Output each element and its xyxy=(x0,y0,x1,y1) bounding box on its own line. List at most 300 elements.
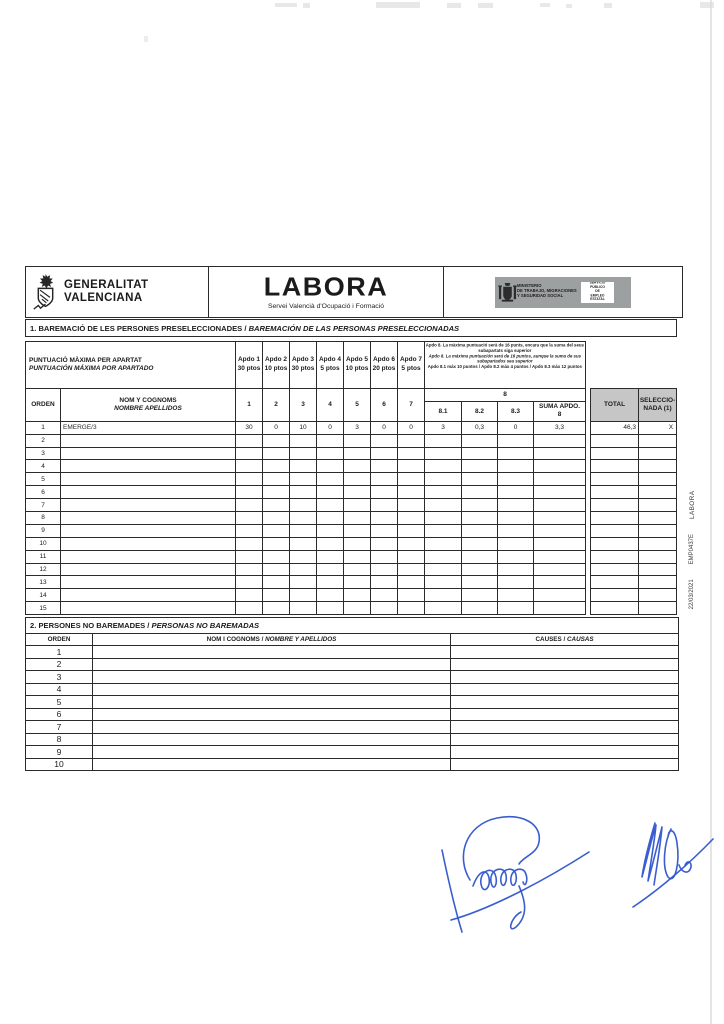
suma-apdo8-header: SUMA APDO. 8 xyxy=(534,401,586,421)
apdo6-cell xyxy=(371,511,398,524)
apdo5-cell xyxy=(344,511,371,524)
seleccionada-cell xyxy=(639,486,677,499)
orden-cell: 7 xyxy=(26,721,93,734)
handwritten-signature-right xyxy=(625,815,721,913)
apdo-header-cell: Apdo 4 5 ptos xyxy=(317,342,344,389)
baremacion-table xyxy=(25,341,677,615)
apdo4-cell xyxy=(317,537,344,550)
total-cell xyxy=(591,576,639,589)
baremacion-row xyxy=(26,589,677,602)
orden-cell: 8 xyxy=(26,511,61,524)
name-cell xyxy=(61,537,236,550)
total-cell: 46,3 xyxy=(591,421,639,434)
suma-apdo8-cell xyxy=(534,434,586,447)
apdo8-1-cell: 3 xyxy=(425,421,462,434)
apdo8-2-cell xyxy=(462,473,498,486)
apdo-number-header: 4 xyxy=(317,388,344,421)
suma-apdo8-cell xyxy=(534,589,586,602)
apdo4-cell: 0 xyxy=(317,421,344,434)
total-cell xyxy=(591,447,639,460)
suma-apdo8-cell xyxy=(534,460,586,473)
apdo5-cell xyxy=(344,576,371,589)
apdo8-3-cell: 0 xyxy=(498,421,534,434)
apdo1-cell xyxy=(236,602,263,615)
apdo8-1-cell xyxy=(425,486,462,499)
section1-title xyxy=(25,319,677,337)
apdo1-cell xyxy=(236,473,263,486)
no-baremada-row xyxy=(26,758,679,771)
orden-cell: 3 xyxy=(26,447,61,460)
apdo7-cell xyxy=(398,447,425,460)
seleccionada-cell xyxy=(639,434,677,447)
apdo7-cell xyxy=(398,460,425,473)
seleccionada-cell xyxy=(639,447,677,460)
name-cell xyxy=(61,576,236,589)
apdo8-2-cell xyxy=(462,589,498,602)
name-cell xyxy=(93,683,451,696)
apdo8-3-cell xyxy=(498,447,534,460)
apdo8-1-cell xyxy=(425,434,462,447)
apdo8-3-cell xyxy=(498,589,534,602)
suma-apdo8-cell xyxy=(534,511,586,524)
apdo1-cell xyxy=(236,550,263,563)
apdo6-cell xyxy=(371,589,398,602)
apdo8-2-cell xyxy=(462,486,498,499)
apdo5-cell xyxy=(344,537,371,550)
scan-artifact xyxy=(275,3,297,7)
total-cell xyxy=(591,602,639,615)
name-cell xyxy=(61,473,236,486)
max-points-label: PUNTUACIÓ MÀXIMA PER APARTAT PUNTUACIÓN MÁXIMA POR APARTADO xyxy=(26,342,236,389)
apdo3-cell xyxy=(290,499,317,512)
baremacion-row xyxy=(26,447,677,460)
seleccionada-cell xyxy=(639,524,677,537)
apdo8-sub-header: 8.3 xyxy=(498,401,534,421)
apdo8-1-cell xyxy=(425,589,462,602)
orden-cell: 7 xyxy=(26,499,61,512)
apdo2-cell xyxy=(263,473,290,486)
apdo8-1-cell xyxy=(425,524,462,537)
seleccionada-cell xyxy=(639,589,677,602)
orden-cell: 10 xyxy=(26,537,61,550)
total-cell xyxy=(591,524,639,537)
apdo6-cell xyxy=(371,447,398,460)
apdo7-cell xyxy=(398,473,425,486)
apdo8-2-cell xyxy=(462,434,498,447)
apdo1-cell xyxy=(236,434,263,447)
total-cell xyxy=(591,499,639,512)
apdo7-cell: 0 xyxy=(398,421,425,434)
apdo4-cell xyxy=(317,499,344,512)
name-cell xyxy=(61,447,236,460)
apdo4-cell xyxy=(317,602,344,615)
apdo2-cell xyxy=(263,434,290,447)
apdo6-cell xyxy=(371,434,398,447)
apdo8-2-cell xyxy=(462,499,498,512)
apdo1-cell xyxy=(236,537,263,550)
apdo5-cell xyxy=(344,602,371,615)
scan-artifact xyxy=(303,3,310,8)
side-brand: LABORA xyxy=(688,490,696,519)
seleccionada-cell xyxy=(639,499,677,512)
sepe-box: SERVICIO PÚBLICO DE EMPLEO ESTATAL xyxy=(581,282,614,303)
apdo2-cell xyxy=(263,486,290,499)
causes-cell xyxy=(451,696,679,709)
total-cell xyxy=(591,589,639,602)
apdo-number-header: 2 xyxy=(263,388,290,421)
apdo4-cell xyxy=(317,486,344,499)
apdo1-cell xyxy=(236,499,263,512)
apdo-number-header: 6 xyxy=(371,388,398,421)
name-cell xyxy=(93,671,451,684)
apdo-header-cell: Apdo 3 30 ptos xyxy=(290,342,317,389)
name-cell: EMERGE/3 xyxy=(61,421,236,434)
apdo8-2-cell xyxy=(462,537,498,550)
suma-apdo8-cell xyxy=(534,537,586,550)
suma-apdo8-cell xyxy=(534,486,586,499)
scan-artifact xyxy=(604,3,612,8)
orden-cell: 10 xyxy=(26,758,93,771)
apdo8-1-cell xyxy=(425,576,462,589)
apdo8-2-cell xyxy=(462,602,498,615)
orden-cell: 3 xyxy=(26,671,93,684)
labora-block xyxy=(209,267,444,317)
orden-cell: 4 xyxy=(26,683,93,696)
name-cell xyxy=(93,733,451,746)
apdo8-3-cell xyxy=(498,511,534,524)
name-cell xyxy=(93,658,451,671)
labora-logo: LABORA xyxy=(263,272,389,302)
no-baremada-row xyxy=(26,746,679,759)
causes-cell xyxy=(451,683,679,696)
causes-cell xyxy=(451,758,679,771)
apdo5-cell xyxy=(344,524,371,537)
section2-title: 2. PERSONES NO BAREMADES / PERSONAS NO BAREMADAS xyxy=(26,618,679,634)
apdo8-sub-header: 8.1 xyxy=(425,401,462,421)
orden-cell: 15 xyxy=(26,602,61,615)
scan-artifact xyxy=(144,36,148,42)
apdo5-cell xyxy=(344,499,371,512)
no-baremada-row xyxy=(26,721,679,734)
orden-cell: 14 xyxy=(26,589,61,602)
total-cell xyxy=(591,537,639,550)
total-cell xyxy=(591,486,639,499)
seleccionada-column-header: SELECCIO- NADA (1) xyxy=(639,388,677,421)
apdo-header-cell: Apdo 6 20 ptos xyxy=(371,342,398,389)
apdo3-cell xyxy=(290,550,317,563)
causes-cell xyxy=(451,646,679,659)
apdo8-1-cell xyxy=(425,563,462,576)
apdo4-cell xyxy=(317,447,344,460)
total-cell xyxy=(591,550,639,563)
baremacion-row xyxy=(26,602,677,615)
apdo8-note: Apdo 8. La màxima puntuació serà de 16 punts, encara que la suma del seus subapartats siga superior Apdo 8. La máxima puntuación será de 16 puntos, aunque la suma de sus subapartados sea superior Apdo 8.1 máx 10 puntos / Apdo 8.2 máx 4 puntos / Apdo 8.3 máx 12 puntos xyxy=(425,342,586,389)
apdo8-sub-header: 8.2 xyxy=(462,401,498,421)
ministry-name: MINISTERIO DE TRABAJO, MIGRACIONES Y SEGURIDAD SOCIAL xyxy=(517,284,577,299)
apdo7-cell xyxy=(398,589,425,602)
apdo4-cell xyxy=(317,473,344,486)
name-cell xyxy=(93,758,451,771)
seleccionada-cell xyxy=(639,460,677,473)
apdo4-cell xyxy=(317,460,344,473)
seleccionada-cell xyxy=(639,602,677,615)
labora-subtitle: Servei Valencià d'Ocupació i Formació xyxy=(267,303,384,310)
scan-artifact xyxy=(540,3,550,7)
apdo8-2-cell xyxy=(462,563,498,576)
apdo7-cell xyxy=(398,576,425,589)
orden-cell: 2 xyxy=(26,434,61,447)
baremacion-row xyxy=(26,473,677,486)
name-column-header: NOM I COGNOMS / NOMBRE Y APELLIDOS xyxy=(93,634,451,646)
causes-cell xyxy=(451,733,679,746)
name-cell xyxy=(61,434,236,447)
apdo6-cell xyxy=(371,486,398,499)
baremacion-row xyxy=(26,499,677,512)
causes-cell xyxy=(451,708,679,721)
apdo8-3-cell xyxy=(498,473,534,486)
apdo7-cell xyxy=(398,499,425,512)
name-cell xyxy=(93,646,451,659)
baremacion-row xyxy=(26,460,677,473)
apdo8-2-cell xyxy=(462,460,498,473)
orden-cell: 2 xyxy=(26,658,93,671)
apdo7-cell xyxy=(398,486,425,499)
apdo7-cell xyxy=(398,550,425,563)
apdo5-cell xyxy=(344,447,371,460)
scan-artifact xyxy=(478,3,493,8)
name-cell xyxy=(93,721,451,734)
side-margin-text xyxy=(687,480,697,620)
name-cell xyxy=(61,460,236,473)
apdo8-3-cell xyxy=(498,602,534,615)
apdo3-cell xyxy=(290,486,317,499)
apdo7-cell xyxy=(398,563,425,576)
apdo3-cell xyxy=(290,576,317,589)
apdo5-cell: 3 xyxy=(344,421,371,434)
orden-cell: 9 xyxy=(26,524,61,537)
baremacion-row xyxy=(26,511,677,524)
apdo8-3-cell xyxy=(498,576,534,589)
causes-cell xyxy=(451,671,679,684)
baremacion-row xyxy=(26,550,677,563)
total-cell xyxy=(591,473,639,486)
name-cell xyxy=(61,511,236,524)
total-cell xyxy=(591,434,639,447)
orden-cell: 5 xyxy=(26,473,61,486)
apdo4-cell xyxy=(317,524,344,537)
name-cell xyxy=(61,589,236,602)
apdo5-cell xyxy=(344,563,371,576)
name-cell xyxy=(61,524,236,537)
suma-apdo8-cell xyxy=(534,473,586,486)
apdo7-cell xyxy=(398,602,425,615)
apdo8-group-header: 8 xyxy=(425,388,586,401)
orden-cell: 1 xyxy=(26,646,93,659)
apdo8-1-cell xyxy=(425,550,462,563)
apdo4-cell xyxy=(317,550,344,563)
orden-cell: 6 xyxy=(26,708,93,721)
apdo5-cell xyxy=(344,486,371,499)
apdo6-cell xyxy=(371,537,398,550)
apdo8-3-cell xyxy=(498,460,534,473)
suma-apdo8-cell xyxy=(534,524,586,537)
apdo6-cell xyxy=(371,602,398,615)
orden-cell: 6 xyxy=(26,486,61,499)
name-cell xyxy=(61,486,236,499)
side-form-code: EMP0437E xyxy=(689,533,695,565)
name-cell xyxy=(93,708,451,721)
suma-apdo8-cell xyxy=(534,576,586,589)
apdo1-cell xyxy=(236,460,263,473)
apdo5-cell xyxy=(344,460,371,473)
section1-title-es: BAREMACIÓN DE LAS PERSONAS PRESELECCIONADAS xyxy=(248,323,460,333)
apdo4-cell xyxy=(317,589,344,602)
causes-column-header: CAUSES / CAUSAS xyxy=(451,634,679,646)
name-cell xyxy=(93,746,451,759)
scan-artifact xyxy=(566,4,572,8)
orden-cell: 1 xyxy=(26,421,61,434)
apdo7-cell xyxy=(398,537,425,550)
seleccionada-cell xyxy=(639,473,677,486)
baremacion-row xyxy=(26,563,677,576)
apdo6-cell xyxy=(371,499,398,512)
apdo1-cell xyxy=(236,524,263,537)
apdo1-cell xyxy=(236,447,263,460)
apdo7-cell xyxy=(398,511,425,524)
apdo8-3-cell xyxy=(498,550,534,563)
apdo5-cell xyxy=(344,589,371,602)
seleccionada-cell xyxy=(639,537,677,550)
apdo8-2-cell xyxy=(462,447,498,460)
no-baremada-row xyxy=(26,658,679,671)
generalitat-block xyxy=(26,267,209,317)
orden-cell: 12 xyxy=(26,563,61,576)
apdo8-2-cell xyxy=(462,576,498,589)
apdo2-cell xyxy=(263,511,290,524)
apdo-number-header: 7 xyxy=(398,388,425,421)
apdo6-cell xyxy=(371,524,398,537)
total-column-header: TOTAL xyxy=(591,388,639,421)
seleccionada-cell xyxy=(639,563,677,576)
apdo8-1-cell xyxy=(425,511,462,524)
baremacion-row xyxy=(26,434,677,447)
no-baremadas-table xyxy=(25,617,679,771)
generalitat-valenciana-wordmark: GENERALITAT VALENCIANA xyxy=(64,279,149,304)
apdo6-cell xyxy=(371,576,398,589)
suma-apdo8-cell xyxy=(534,602,586,615)
apdo8-1-cell xyxy=(425,447,462,460)
apdo3-cell: 10 xyxy=(290,421,317,434)
spain-coat-of-arms-icon xyxy=(498,280,517,305)
apdo3-cell xyxy=(290,460,317,473)
apdo1-cell xyxy=(236,589,263,602)
name-cell xyxy=(93,696,451,709)
apdo-number-header: 1 xyxy=(236,388,263,421)
side-date: 22/03/2021 xyxy=(689,579,695,610)
baremacion-row xyxy=(26,486,677,499)
apdo8-3-cell xyxy=(498,499,534,512)
seleccionada-cell xyxy=(639,576,677,589)
apdo8-2-cell: 0,3 xyxy=(462,421,498,434)
apdo3-cell xyxy=(290,524,317,537)
suma-apdo8-cell: 3,3 xyxy=(534,421,586,434)
name-column-header: NOM Y COGNOMS NOMBRE APELLIDOS xyxy=(61,388,236,421)
apdo6-cell xyxy=(371,473,398,486)
apdo2-cell xyxy=(263,460,290,473)
apdo3-cell xyxy=(290,447,317,460)
name-cell xyxy=(61,499,236,512)
apdo3-cell xyxy=(290,589,317,602)
apdo8-2-cell xyxy=(462,511,498,524)
apdo8-2-cell xyxy=(462,550,498,563)
apdo2-cell xyxy=(263,589,290,602)
apdo3-cell xyxy=(290,434,317,447)
apdo6-cell: 0 xyxy=(371,421,398,434)
baremacion-row xyxy=(26,537,677,550)
ministry-logo-box xyxy=(495,277,631,308)
suma-apdo8-cell xyxy=(534,499,586,512)
apdo8-3-cell xyxy=(498,537,534,550)
name-cell xyxy=(61,563,236,576)
apdo-header-cell: Apdo 7 5 ptos xyxy=(398,342,425,389)
apdo1-cell xyxy=(236,563,263,576)
orden-cell: 4 xyxy=(26,460,61,473)
orden-cell: 5 xyxy=(26,696,93,709)
apdo3-cell xyxy=(290,602,317,615)
apdo6-cell xyxy=(371,460,398,473)
seleccionada-cell xyxy=(639,511,677,524)
apdo2-cell xyxy=(263,563,290,576)
apdo6-cell xyxy=(371,550,398,563)
apdo2-cell xyxy=(263,447,290,460)
apdo8-1-cell xyxy=(425,473,462,486)
apdo3-cell xyxy=(290,511,317,524)
apdo1-cell xyxy=(236,511,263,524)
apdo4-cell xyxy=(317,511,344,524)
ministry-block xyxy=(444,267,682,317)
apdo5-cell xyxy=(344,473,371,486)
orden-cell: 13 xyxy=(26,576,61,589)
apdo3-cell xyxy=(290,537,317,550)
seleccionada-cell xyxy=(639,550,677,563)
scan-artifact xyxy=(447,3,461,8)
causes-cell xyxy=(451,658,679,671)
apdo2-cell xyxy=(263,499,290,512)
no-baremada-row xyxy=(26,671,679,684)
causes-cell xyxy=(451,721,679,734)
apdo1-cell xyxy=(236,486,263,499)
apdo2-cell xyxy=(263,576,290,589)
apdo8-2-cell xyxy=(462,524,498,537)
apdo-header-cell: Apdo 1 30 ptos xyxy=(236,342,263,389)
apdo3-cell xyxy=(290,473,317,486)
apdo-header-cell: Apdo 2 10 ptos xyxy=(263,342,290,389)
orden-cell: 9 xyxy=(26,746,93,759)
baremacion-row xyxy=(26,524,677,537)
apdo2-cell: 0 xyxy=(263,421,290,434)
handwritten-signature-left xyxy=(435,812,597,940)
apdo2-cell xyxy=(263,550,290,563)
apdo8-3-cell xyxy=(498,563,534,576)
apdo1-cell xyxy=(236,576,263,589)
form-header xyxy=(25,266,683,318)
apdo8-1-cell xyxy=(425,537,462,550)
section1-title-va: 1. BAREMACIÓ DE LES PERSONES PRESELECCIONADES / xyxy=(30,323,249,333)
name-cell xyxy=(61,550,236,563)
apdo2-cell xyxy=(263,524,290,537)
apdo-number-header: 5 xyxy=(344,388,371,421)
no-baremada-row xyxy=(26,696,679,709)
